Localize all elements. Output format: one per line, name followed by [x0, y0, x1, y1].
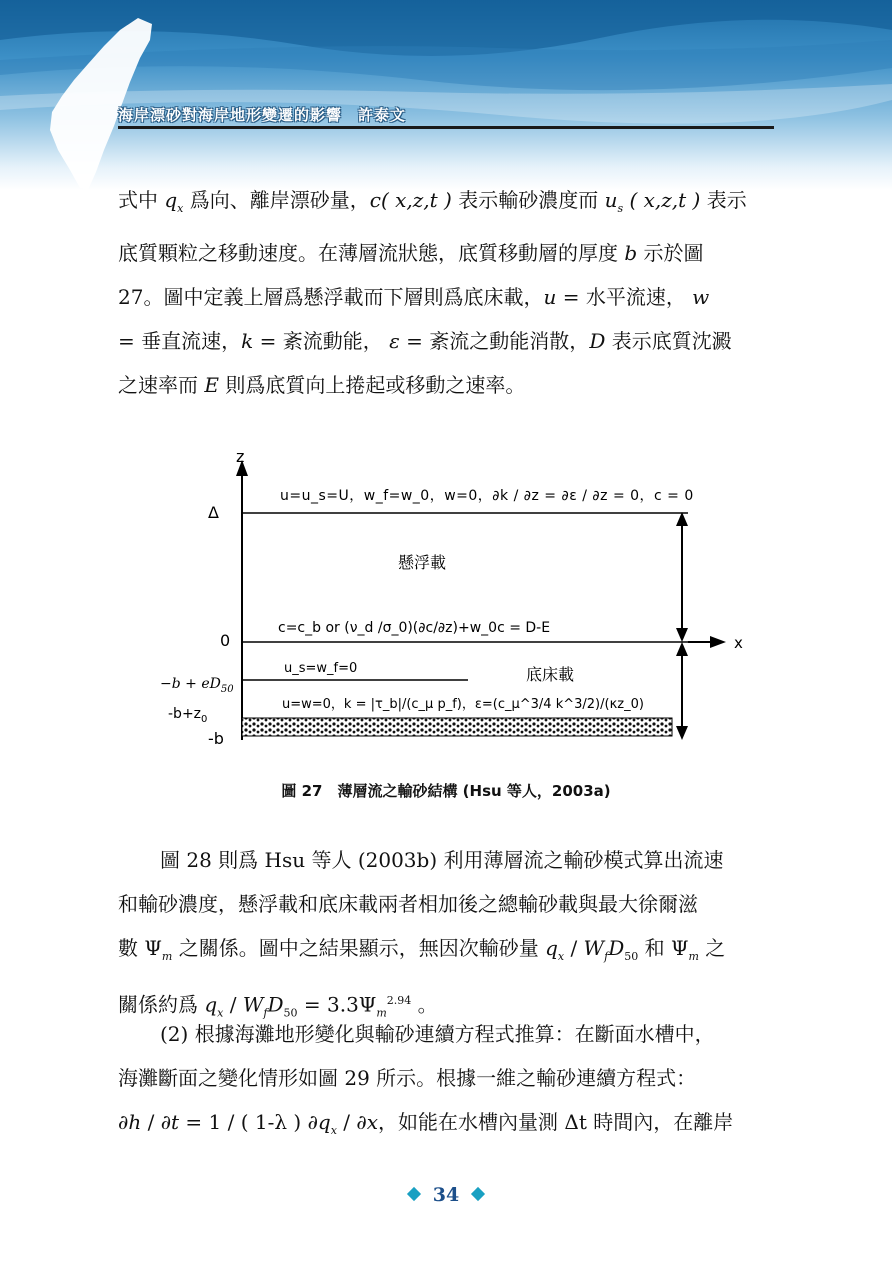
top-boundary-condition: u=u_s=U，w_f=w_0，w=0，∂k / ∂z = ∂ε / ∂z = 0，c = 0 — [280, 488, 694, 504]
arrowhead-up — [676, 642, 688, 656]
text: 。 — [411, 992, 438, 1017]
math-args: ( x,z,t ) — [623, 188, 701, 212]
math-D: D — [589, 329, 606, 353]
p2-line-3 — [118, 926, 778, 979]
p3-line-2: 海灘斷面之變化情形如圖 29 所示。根據一維之輸砂連續方程式： — [118, 1066, 697, 1090]
p1-line-3 — [118, 275, 778, 319]
text: 和 Ψ — [638, 936, 689, 960]
z-axis-label: z — [236, 447, 245, 466]
math-sub: 50 — [283, 1006, 298, 1020]
math-sup: 2.94 — [386, 994, 412, 1007]
diamond-icon — [471, 1187, 485, 1201]
sediment-bed-band — [242, 718, 672, 736]
math-sub: f — [604, 950, 609, 963]
text: / — [141, 1110, 161, 1134]
text: = 垂直流速， — [118, 329, 242, 353]
math-W: W — [583, 936, 605, 960]
p2-line-1: 圖 28 則爲 Hsu 等人 (2003b) 利用薄層流之輸砂模式算出流速 — [160, 848, 724, 872]
neg-b-z0-text: -b+z — [168, 706, 202, 722]
math-q: q — [545, 936, 558, 960]
us-wf-label: u_s=w_f=0 — [284, 661, 358, 676]
paragraph-2 — [118, 838, 778, 1036]
math-epsilon: ε — [382, 329, 400, 353]
text: = 紊流之動能消散， — [399, 329, 590, 353]
math-sub: x — [557, 950, 565, 963]
p1-line-2 — [118, 231, 778, 275]
page-number-text: 34 — [432, 1184, 460, 1206]
text: = 紊流動能， — [253, 329, 383, 353]
diamond-icon — [407, 1187, 421, 1201]
text: 表示 — [700, 188, 747, 212]
text: 27。圖中定義上層爲懸浮載而下層則爲底床載， — [118, 285, 544, 309]
math-q: q — [204, 992, 218, 1017]
text: 示於圖 — [637, 241, 704, 265]
neg-b-eD50-label — [160, 676, 234, 695]
text: 數 Ψ — [118, 936, 162, 960]
neg-b-eD-subscript: 50 — [220, 684, 234, 695]
text: = 1 / ( 1-λ ) — [179, 1110, 308, 1134]
page-number — [0, 1184, 892, 1206]
p3-line-3 — [118, 1100, 778, 1153]
math-sub: x — [330, 1124, 337, 1137]
neg-b-z0-subscript: 0 — [201, 714, 208, 725]
arrowhead-down — [676, 628, 688, 642]
math-sub: x — [217, 1006, 224, 1020]
taiwan-island-icon — [0, 0, 200, 200]
text: 則爲底質向上捲起或移動之速率。 — [218, 373, 526, 397]
figure-caption: 圖 27 薄層流之輸砂結構 (Hsu 等人，2003a) — [281, 782, 611, 800]
neg-b-z0-label — [168, 706, 207, 725]
text: / — [564, 936, 584, 960]
math-sub: s — [617, 202, 624, 215]
neg-b-eD-text: −b + eD — [160, 676, 221, 692]
text: 底質顆粒之移動速度。在薄層流狀態，底質移動層的厚度 — [118, 241, 625, 265]
arrowhead-down — [676, 726, 688, 740]
text: = 3.3Ψ — [297, 992, 377, 1017]
p1-line-1 — [118, 178, 778, 231]
text: 爲向、離岸漂砂量， — [183, 188, 370, 212]
text: 之 — [698, 936, 726, 960]
math-dq: ∂q — [307, 1110, 331, 1134]
delta-label: Δ — [208, 503, 219, 522]
math-c: c — [369, 188, 381, 212]
math-q: q — [164, 188, 178, 212]
x-axis-arrowhead — [710, 636, 726, 648]
bottom-boundary-condition: u=w=0，k = |τ_b|/(c_μ p_f)，ε=(c_μ^3/4 k^3/2)/(κz_0) — [282, 697, 644, 712]
text: 之關係。圖中之結果顯示，無因次輸砂量 — [172, 936, 546, 960]
math-dt: ∂t — [160, 1110, 180, 1134]
math-dh: ∂h — [118, 1110, 142, 1134]
text: 表示底質沈澱 — [605, 329, 732, 353]
interface-boundary-condition: c=c_b or (ν_d /σ_0)(∂c/∂z)+w_0c = D-E — [278, 620, 551, 636]
arrowhead-up — [676, 512, 688, 526]
p3-line-1: (2) 根據海灘地形變化與輸砂連續方程式推算：在斷面水槽中， — [160, 1022, 715, 1046]
x-axis-label: x — [734, 634, 743, 652]
text: / — [223, 992, 243, 1017]
math-sub: 50 — [624, 950, 639, 963]
zero-label: 0 — [220, 631, 231, 650]
math-args: ( x,z,t ) — [380, 188, 452, 212]
math-k: k — [241, 329, 254, 353]
text: / — [336, 1110, 357, 1134]
math-W: W — [242, 992, 264, 1017]
math-dx: ∂x — [356, 1110, 379, 1134]
math-u: u — [604, 188, 618, 212]
math-E: E — [204, 373, 219, 397]
text: 之速率而 — [118, 373, 205, 397]
math-sub: m — [376, 1006, 387, 1020]
suspended-load-label: 懸浮載 — [398, 553, 447, 572]
paragraph-1 — [118, 178, 778, 407]
text: 關係約爲 — [118, 992, 205, 1017]
math-sub: m — [688, 950, 699, 963]
math-D: D — [608, 936, 625, 960]
math-w: w — [685, 285, 710, 309]
neg-b-label: -b — [208, 729, 224, 748]
math-D: D — [267, 992, 284, 1017]
p1-line-4 — [118, 319, 778, 363]
running-header-title: 海岸漂砂對海岸地形變遷的影響 許泰文 — [118, 106, 407, 124]
math-sub: f — [263, 1006, 268, 1020]
text: 表示輸砂濃度而 — [451, 188, 605, 212]
math-sub: m — [161, 950, 173, 963]
bed-load-label: 底床載 — [526, 665, 575, 684]
figure-27-diagram — [148, 440, 753, 760]
paragraph-3 — [118, 1012, 778, 1153]
p2-line-2: 和輸砂濃度，懸浮載和底床載兩者相加後之總輸砂載與最大徐爾滋 — [118, 892, 698, 916]
header-rule — [118, 126, 774, 129]
math-b: b — [624, 241, 638, 265]
text: = 水平流速， — [556, 285, 686, 309]
text: 式中 — [118, 188, 165, 212]
math-u: u — [543, 285, 557, 309]
text: ，如能在水槽內量測 Δt 時間內，在離岸 — [378, 1110, 734, 1134]
p1-line-5 — [118, 363, 778, 407]
math-sub: x — [177, 202, 184, 215]
